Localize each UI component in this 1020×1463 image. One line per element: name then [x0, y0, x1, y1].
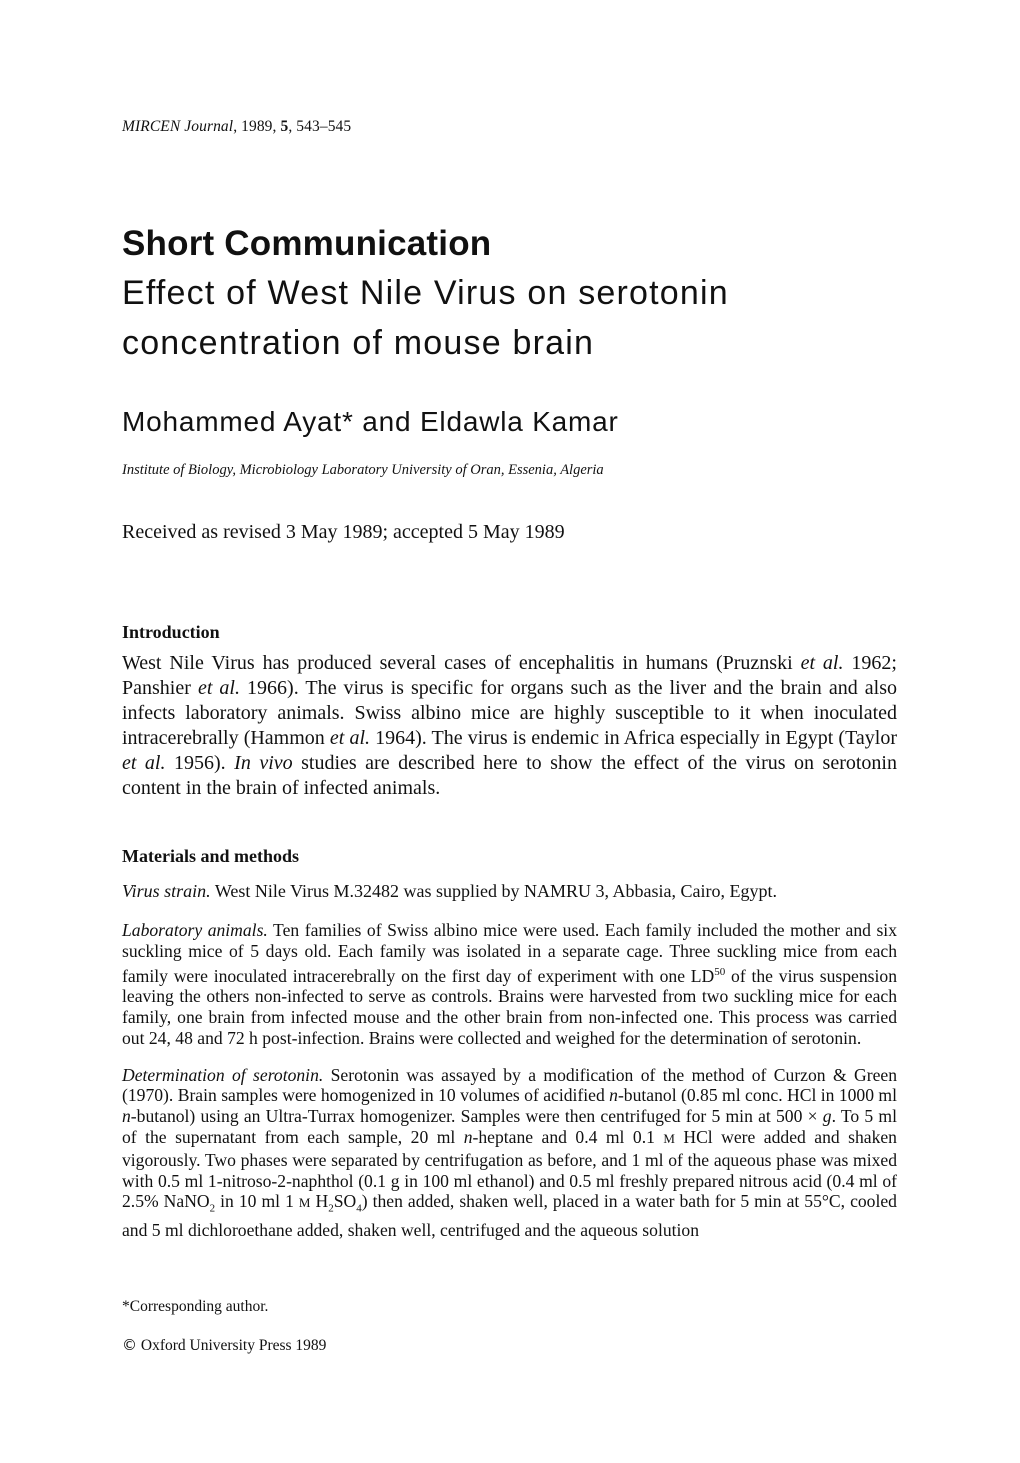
introduction-heading: Introduction [122, 622, 220, 642]
corresponding-author-footnote: *Corresponding author. [122, 1298, 269, 1315]
intro-etal: et al. [122, 752, 166, 774]
sero-text: -butanol) using an Ultra-Turrax homogenizer. Samples were then centrifuged for 5 min at 500 × [130, 1106, 823, 1127]
molar-unit: M [298, 1195, 311, 1211]
title-line-2: concentration of mouse brain [122, 324, 595, 362]
introduction-paragraph [122, 651, 897, 801]
journal-citation [122, 118, 351, 136]
sero-text: HCl were added and shaken vigorously. Two phases were separated by centrifugation as before, and 1 ml of the aqueous phase was mixed with 0.5 ml 1-nitroso-2-naphthol (0.1 g in 100 ml ethanol) and 0.5 ml freshly prepared nitrous acid (0.4 ml of 2.5% NaNO [122, 1127, 897, 1212]
sero-text: -heptane and 0.4 ml 0.1 [472, 1127, 664, 1148]
introduction-section [122, 622, 897, 801]
animals-text: Ten families of Swiss albino mice were used. Each family included the mother and six suckling mice of 5 days old. Each family was isolated in a separate cage. Three suckling mice from each family were inoculated intracerebrally on the first day of experiment with one LD [122, 920, 897, 986]
received-dates: Received as revised 3 May 1989; accepted 5 May 1989 [122, 521, 565, 543]
copyright-text: Oxford University Press 1989 [137, 1337, 327, 1354]
sero-text: H [310, 1191, 329, 1212]
intro-etal: et al. [800, 652, 844, 674]
article-title [122, 268, 942, 368]
g-italic: g [822, 1106, 832, 1127]
sero-text: -butanol (0.85 ml conc. HCl in 1000 ml [617, 1085, 897, 1106]
laboratory-animals-label: Laboratory animals. [122, 920, 268, 940]
subscript-2: 2 [209, 1202, 216, 1215]
authors: Mohammed Ayat* and Eldawla Kamar [122, 406, 619, 437]
intro-in-vivo: In vivo [234, 752, 293, 774]
journal-volume: 5 [280, 118, 289, 135]
sero-text: Serotonin was assayed by a modification of the method of Curzon & Green (1970). Brain samples were homogenized in 10 volumes of acidified [122, 1064, 897, 1106]
sero-text: in 10 ml 1 [215, 1191, 299, 1212]
sero-text: ) then added, shaken well, placed in a water bath for 5 min at 55°C, cooled and 5 ml dichloroethane added, shaken well, centrifuged and the aqueous solution [122, 1191, 897, 1240]
title-block [122, 222, 942, 368]
intro-text: 1962; Panshier [122, 652, 897, 699]
n-italic: n [463, 1127, 473, 1148]
virus-strain-label: Virus strain. [122, 881, 211, 901]
virus-strain-paragraph [122, 879, 897, 904]
sero-text: SO [333, 1191, 357, 1212]
intro-etal: et al. [197, 677, 240, 699]
subscript-2: 2 [328, 1202, 334, 1215]
methods-heading: Materials and methods [122, 846, 299, 866]
serotonin-paragraph [122, 1065, 897, 1241]
laboratory-animals-paragraph [122, 920, 897, 1049]
n-italic: n [609, 1085, 618, 1106]
intro-etal: et al. [329, 727, 370, 749]
intro-text: studies are described here to show the effect of the virus on serotonin content in the brain of infected animals. [122, 752, 897, 799]
journal-pages: , 543–545 [288, 118, 352, 135]
article-type: Short Communication [122, 224, 492, 263]
molar-unit: M [663, 1131, 675, 1147]
copyright-icon: © [122, 1336, 137, 1354]
subscript-4: 4 [356, 1202, 362, 1215]
n-italic: n [122, 1106, 131, 1127]
intro-text: 1956). [165, 752, 235, 774]
sero-text: . To 5 ml of the supernatant from each sample, 20 ml [122, 1106, 897, 1148]
journal-year: , 1989, [233, 118, 281, 135]
intro-text: 1964). The virus is endemic in Africa especially in Egypt (Taylor [370, 727, 897, 749]
ld-superscript: 50 [714, 965, 726, 978]
virus-strain-text: West Nile Virus M.32482 was supplied by NAMRU 3, Abbasia, Cairo, Egypt. [210, 881, 777, 901]
intro-text: West Nile Virus has produced several cases of encephalitis in humans (Pruznski [122, 652, 801, 674]
copyright-line [122, 1336, 326, 1355]
animals-text: of the virus suspension leaving the others non-infected to serve as controls. Brains were harvested from two suckling mice for each family, one brain from infected mouse and the other brain from non-infected one. This process was carried out 24, 48 and 72 h post-infection. Brains were collected and weighed for the determination of serotonin. [122, 965, 897, 1048]
methods-section [122, 846, 897, 1241]
intro-text: 1966). The virus is specific for organs such as the liver and the brain and also infects laboratory animals. Swiss albino mice are highly susceptible to it when inoculated intracerebrally (Hammon [122, 677, 897, 749]
affiliation: Institute of Biology, Microbiology Laboratory University of Oran, Essenia, Algeria [122, 462, 604, 478]
serotonin-label: Determination of serotonin. [122, 1064, 324, 1085]
title-line-1: Effect of West Nile Virus on serotonin [122, 274, 729, 312]
journal-name: MIRCEN Journal [122, 118, 234, 135]
